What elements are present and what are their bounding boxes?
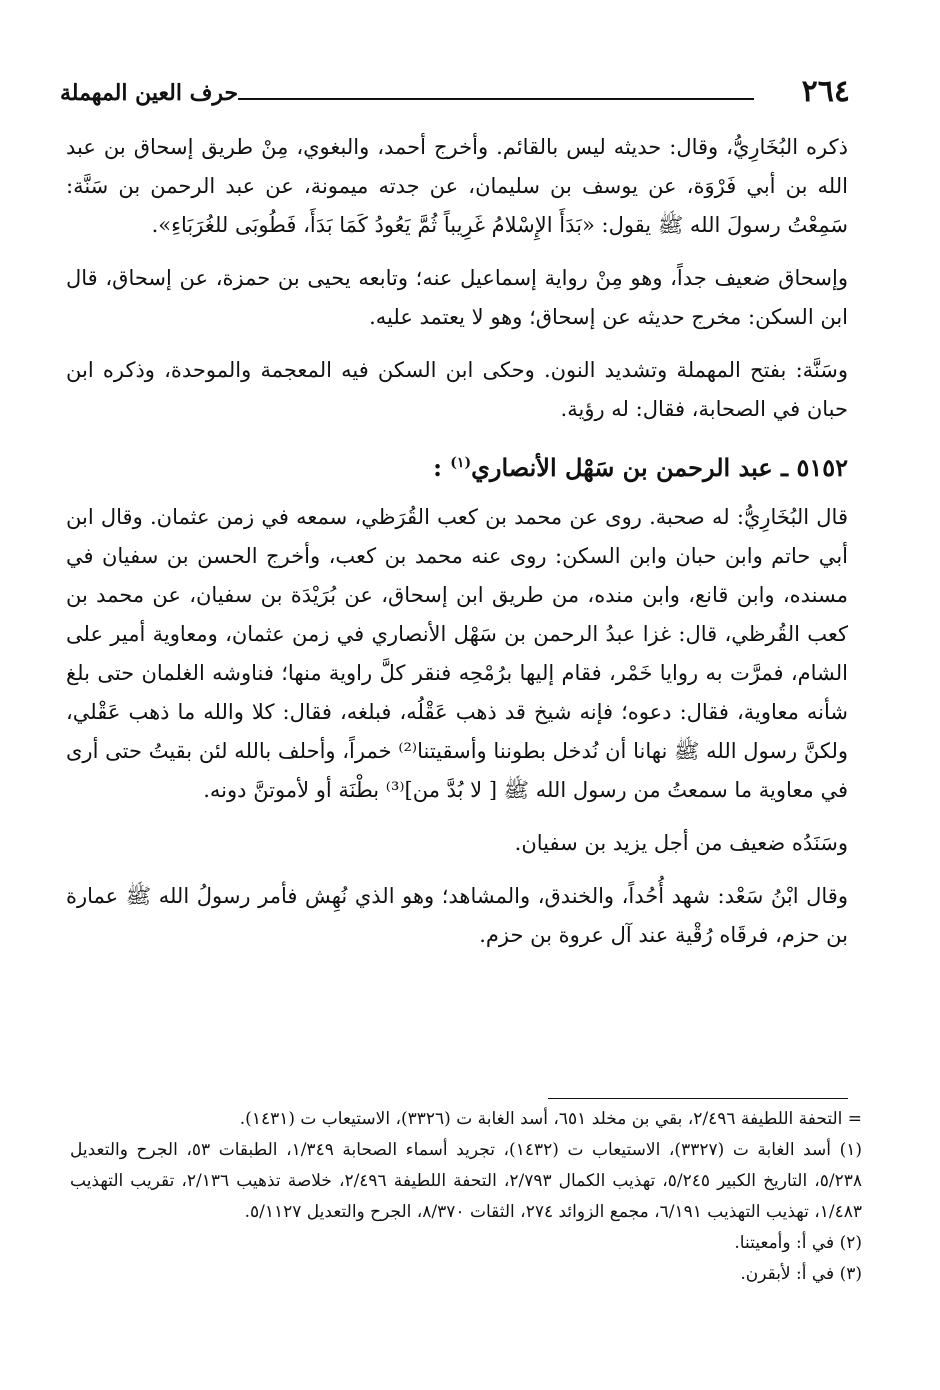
running-title: حرف العين المهملة: [60, 80, 239, 106]
footnote: = التحفة اللطيفة ٢/٤٩٦، بقي بن مخلد ٦٥١، أسد الغابة ت (٣٣٢٦)، الاستيعاب ت (١٤٣١).: [239, 1109, 862, 1129]
heading-colon: :: [433, 453, 442, 482]
footnote-marker: (١): [450, 455, 472, 471]
paragraph: وقال ابْنُ سَعْد: شهد أُحُداً، والخندق، والمشاهد؛ وهو الذي نُهِش فأمر رسولُ الله ﷺ عمارة بن حزم، فرقَاه رُقْية عند آل عروة بن حزم.: [66, 884, 848, 947]
main-text: [66, 128, 848, 969]
header-rule: [238, 98, 754, 100]
footnote: (٢) في أ: وأمعيتنا.: [734, 1233, 862, 1253]
footnotes: [70, 1104, 862, 1290]
paragraph: قال البُخَارِيُّ: له صحبة. روى عن محمد بن كعب القُرَظي، سمعه في زمن عثمان. وقال ابن أبي حاتم وابن حبان وابن السكن: روى عنه محمد بن كعب، وأخرج الحسن بن سفيان في مسنده، وابن قانع، وابن منده، من طريق ابن إسحاق، عن بُرَيْدَة بن سفيان، عن محمد بن كعب القُرظي، قال: غزا عبدُ الرحمن بن سَهْل الأنصاري في زمن عثمان، ومعاوية أمير على الشام، فمرَّت به روايا خَمْر، فقام إليها برُمْحِه فنقر كلَّ راوية منها؛ فناوشه الغلمان حتى بلغ شأنه معاوية، فقال: دعوه؛ فإنه شيخ قد ذهب عَقْلُه، فبلغه، فقال: كلا والله ما ذهب عَقْلي، ولكنَّ رسول الله ﷺ نهانا أن نُدخل بطوننا وأسقيتنا⁽²⁾ خمراً، وأحلف بالله لئن بقيتُ حتى أرى في معاوية ما سمعتُ من رسول الله ﷺ [ لا بُدَّ من]⁽³⁾ بطْنَة أو لأموتنَّ دونه.: [66, 505, 848, 802]
footnote: (٣) في أ: لأبقرن.: [740, 1264, 862, 1284]
entry-heading: [66, 443, 848, 488]
paragraph: وإسحاق ضعيف جداً، وهو مِنْ رواية إسماعيل عنه؛ وتابعه يحيى بن حمزة، عن إسحاق، قال ابن السكن: مخرج حديثه عن إسحاق؛ وهو لا يعتمد عليه.: [66, 266, 848, 329]
entry-title: ٥١٥٢ ـ عبد الرحمن بن سَهْل الأنصاري: [471, 453, 848, 482]
footnote: (١) أسد الغابة ت (٣٣٢٧)، الاستيعاب ت (١٤٣٢)، تجريد أسماء الصحابة ١/٣٤٩، الطبقات ٥٣، الجرح والتعديل ٥/٢٣٨، التاريخ الكبير ٥/٢٤٥، تهذيب الكمال ٢/٧٩٣، التحفة اللطيفة ٢/٤٩٦، خلاصة تذهيب ٢/١٣٦، تقريب التهذيب ١/٤٨٣، تهذيب التهذيب ٦/١٩١، مجمع الزوائد ٢٧٤، الثقات ٨/٣٧٠، الجرح والتعديل ٥/١١٢٧.: [70, 1140, 863, 1222]
footnote-separator: [548, 1098, 848, 1099]
paragraph: وسَنَدُه ضعيف من أجل يزيد بن سفيان.: [514, 831, 848, 855]
paragraph: ذكره البُخَارِيُّ، وقال: حديثه ليس بالقائم. وأخرج أحمد، والبغوي، مِنْ طريق إسحاق بن عبد الله بن أبي فَرْوَة، عن يوسف بن سليمان، عن جدته ميمونة، عن عبد الرحمن بن سَنَّة: سَمِعْتُ رسولَ الله ﷺ يقول: «بَدَأَ الإِسْلامُ غَرِيباً ثُمَّ يَعُودُ كَمَا بَدَأَ، فَطُوبَى للغُرَبَاءِ».: [66, 135, 848, 237]
page-header: [60, 72, 850, 112]
page-number: ٢٦٤: [801, 74, 850, 109]
paragraph: وسَنَّة: بفتح المهملة وتشديد النون. وحكى ابن السكن فيه المعجمة والموحدة، وذكره ابن حبان في الصحابة، فقال: له رؤية.: [66, 358, 848, 421]
